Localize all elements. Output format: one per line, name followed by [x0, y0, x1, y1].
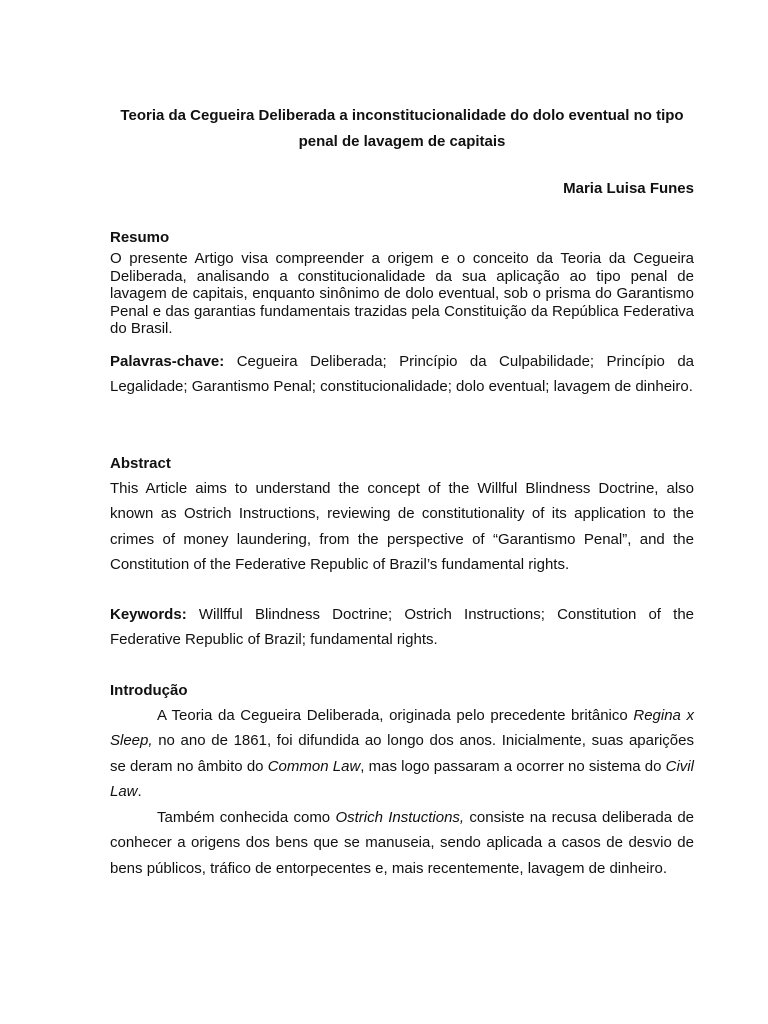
- keywords-paragraph: [110, 602, 694, 653]
- intro-p2-italic-1: Ostrich Instuctions,: [335, 809, 465, 826]
- palavras-chave-text: Cegueira Deliberada; Princípio da Culpabilidade; Princípio da Legalidade; Garantismo Penal; constitucionalidade; dolo eventual; lavagem de dinheiro.: [110, 353, 695, 396]
- introducao-paragraph-1: [110, 703, 694, 805]
- resumo-text: O presente Artigo visa compreender a origem e o conceito da Teoria da Cegueira Deliberada, analisando a constitucionalidade da sua aplicação ao tipo penal de lavagem de capitais, enquanto sinônimo de dolo eventual, sob o prisma do Garantismo Penal e das garantias fundamentais trazidas pela Constituição da República Federativa do Brasil.: [110, 250, 694, 337]
- palavras-chave-paragraph: [110, 349, 694, 400]
- resumo-heading: Resumo: [110, 229, 170, 246]
- intro-p2-text-1: Também conhecida como: [157, 809, 336, 826]
- introducao-heading: Introdução: [110, 682, 188, 699]
- intro-p1-text-1: A Teoria da Cegueira Deliberada, originada pelo precedente britânico: [157, 707, 634, 724]
- intro-p1-italic-2: Common Law: [267, 757, 361, 775]
- intro-p1-text-3: , mas logo passaram a ocorrer no sistema do: [360, 757, 666, 775]
- introducao-paragraph-2: [110, 805, 694, 881]
- author-name: Maria Luisa Funes: [563, 180, 694, 197]
- intro-p1-text-4: .: [137, 783, 142, 801]
- intro-p1-text-2: no ano de 1861, foi difundida ao longo dos anos. Inicialmente, suas aparições se deram no âmbito do: [110, 732, 694, 775]
- keywords-text: Willfful Blindness Doctrine; Ostrich Instructions; Constitution of the Federative Republic of Brazil; fundamental rights.: [110, 606, 695, 649]
- intro-p1-italic-3: Civil Law: [110, 757, 694, 801]
- palavras-chave-label: Palavras-chave:: [110, 353, 225, 370]
- abstract-text: This Article aims to understand the concept of the Willful Blindness Doctrine, also known as Ostrich Instructions, reviewing de constitutionality of its application to the crimes of money laundering, from the perspective of “Garantismo Penal”, and the Constitution of the Federative Republic of Brazil’s fundamental rights.: [110, 480, 694, 574]
- intro-p1-italic-1: Regina x Sleep,: [110, 707, 695, 750]
- abstract-heading: Abstract: [110, 455, 171, 472]
- intro-p2-text-2: consiste na recusa deliberada de conhecer a origens dos bens que se manuseia, sendo aplicada a casos de desvio de bens públicos, tráfico de entorpecentes e, mais recentemente, lavagem de dinheiro.: [110, 809, 695, 877]
- keywords-label: Keywords:: [110, 606, 187, 623]
- paper-title: Teoria da Cegueira Deliberada a inconstitucionalidade do dolo eventual no tipo penal de lavagem de capitais: [120, 107, 684, 150]
